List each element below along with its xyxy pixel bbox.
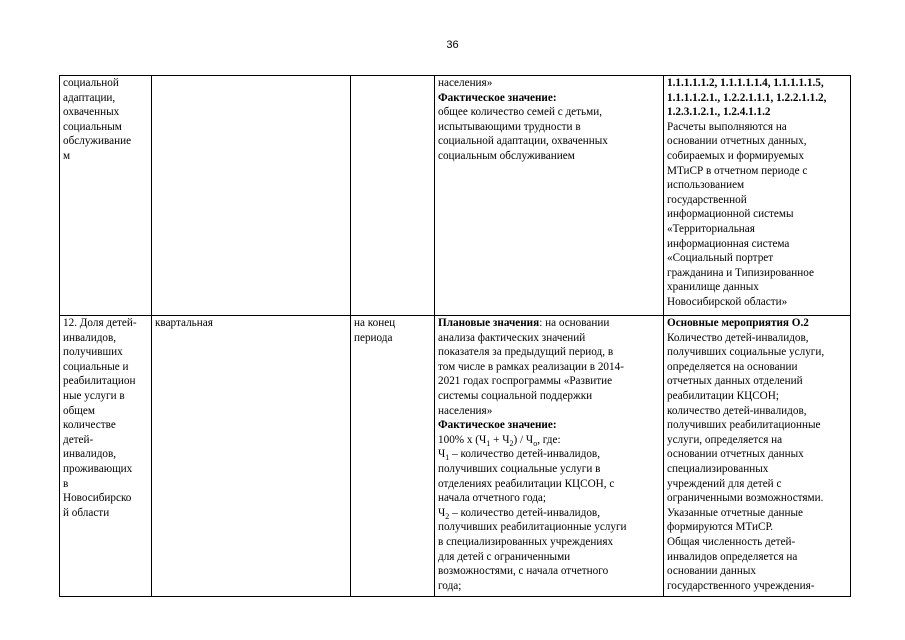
table-row [60,316,851,597]
text-line: инвалидов, [63,448,117,461]
text-line: социальным обслуживанием [438,149,575,162]
formula-part: + Ч [490,433,510,446]
text-line: проживающих [63,462,133,475]
formula [438,433,660,448]
text-line: системы социальной поддержки [438,389,593,402]
text-line: Фактическое значение: [438,419,557,432]
text-line: ные услуги в [63,389,125,402]
variable-definition [438,447,660,462]
text-line: получивших социальные услуги, [667,346,825,359]
text-line: ограниченными возможностями. [667,492,824,505]
text-line: Общая численность детей- [667,535,796,548]
indicator-table [59,75,851,597]
variable-symbol: Ч [438,506,446,519]
variable-symbol: Ч [438,448,446,461]
indicator-name-cell [60,76,152,316]
text-line: МТиСР в отчетном периоде с [667,164,808,177]
text-line: 1.2.3.1.2.1., 1.2.4.1.1.2 [667,106,771,119]
text-line: получивших социальные услуги в [438,462,601,475]
formula-subscript: 2 [509,438,514,448]
text-line: Количество детей-инвалидов, [667,331,809,344]
text-line: обслуживание [63,135,132,148]
formula-part: , где: [537,433,561,446]
text-line: Новосибирско [63,492,132,505]
text-line: й области [63,506,110,519]
text-line: социальные и [63,360,129,373]
text-line: хранилище данных [667,281,759,294]
text-line: том числе в рамках реализации в 2014- [438,360,624,373]
indicator-name-cell [60,316,152,597]
text-line: государственного учреждения- [667,579,815,592]
date-cell [351,316,435,597]
date-cell [351,76,435,316]
page-number: 36 [446,39,459,51]
text-line: социальной [63,77,119,89]
text-line: количество детей-инвалидов, [667,404,807,417]
calculation-method-cell [435,76,664,316]
data-source-cell [664,316,851,597]
table-row [60,76,851,316]
text-line: анализа фактических значений [438,331,586,344]
text-line: общее количество семей с детьми, [438,106,603,119]
text-line: в специализированных учреждениях [438,535,614,548]
text-line: количестве [63,419,116,432]
text-line: детей- [63,433,94,446]
text-line: информационная система [667,237,790,250]
text-line: реабилитации КЦСОН; [667,389,779,402]
text-line: Фактическое значение: [438,91,557,104]
text-line: основании отчетных данных [667,448,804,461]
text-line: специализированных [667,462,769,475]
text-line: испытывающими трудности в [438,120,581,133]
text-line: населения» [438,404,493,417]
data-source-cell [664,76,851,316]
variable-definition [438,506,660,521]
text-line: социальным [63,120,122,133]
variable-text: – количество детей-инвалидов, [449,506,601,519]
text-line: населения» [438,77,493,89]
text-line: информационной системы [667,208,794,221]
text-line: показателя за предыдущий период, в [438,346,614,359]
calculation-method-cell [435,316,664,597]
text-line: Расчеты выполняются на [667,120,787,133]
text-line: собираемых и формируемых [667,149,804,162]
text-line: квартальная [155,317,213,329]
variable-subscript: 1 [445,453,450,463]
text-line: получивших [63,346,123,359]
planned-values-label: Плановые значения [438,317,540,329]
periodicity-cell [152,316,351,597]
text-line: услуги, определяется на [667,433,783,446]
text-line: 1.1.1.1.2.1., 1.2.2.1.1.1, 1.2.2.1.1.2, [667,91,827,104]
text-line: общем [63,404,95,417]
text-line: государственной [667,193,747,206]
text-line: «Социальный портрет [667,252,774,265]
text-line: для детей с ограниченными [438,550,571,563]
text-line: Указанные отчетные данные [667,506,804,519]
text-line: инвалидов, [63,331,117,344]
text-line: «Территориальная [667,222,755,235]
text-line: возможностями, с начала отчетного [438,565,609,578]
formula-subscript: 1 [486,438,491,448]
text-line: гражданина и Типизированное [667,266,814,279]
text-line: Новосибирской области» [667,295,788,308]
periodicity-cell [152,76,351,316]
text-line: получивших реабилитационные услуги [438,521,627,534]
text-line: в [63,477,69,490]
text-line: 1.1.1.1.1.2, 1.1.1.1.1.4, 1.1.1.1.1.5, [667,77,824,89]
text-line: начала отчетного года; [438,492,546,505]
text-line: основании данных [667,565,757,578]
text-line: формируются МТиСР. [667,521,774,534]
formula-part: 100% х (Ч [438,433,487,446]
text-line: получивших реабилитационные [667,419,821,432]
text-line: использованием [667,179,745,192]
text-line: охваченных [63,106,120,119]
text-line: Основные мероприятия О.2 [667,317,809,329]
text-line: учреждений для детей с [667,477,782,490]
text-line: реабилитацион [63,375,136,388]
text-line: основании отчетных данных, [667,135,807,148]
text-line: социальной адаптации, охваченных [438,135,608,148]
text-line: отделениях реабилитации КЦСОН, с [438,477,615,490]
formula-part: ) / Ч [513,433,534,446]
formula-subscript: о [533,438,538,448]
text-line: года; [438,579,462,592]
text-line: м [63,149,71,162]
text-line: на конец [354,317,396,329]
planned-values-line [438,316,660,331]
text-line: периода [354,331,393,344]
text-line: 2021 годах госпрограммы «Развитие [438,375,613,388]
variable-subscript: 2 [445,511,450,521]
variable-text: – количество детей-инвалидов, [449,448,601,461]
text-line: инвалидов определяется на [667,550,798,563]
text-line: отчетных данных отделений [667,375,803,388]
text-line: 12. Доля детей- [63,317,137,329]
text-line: адаптации, [63,91,116,104]
planned-values-text: : на основании [539,317,610,329]
text-line: определяется на основании [667,360,798,373]
